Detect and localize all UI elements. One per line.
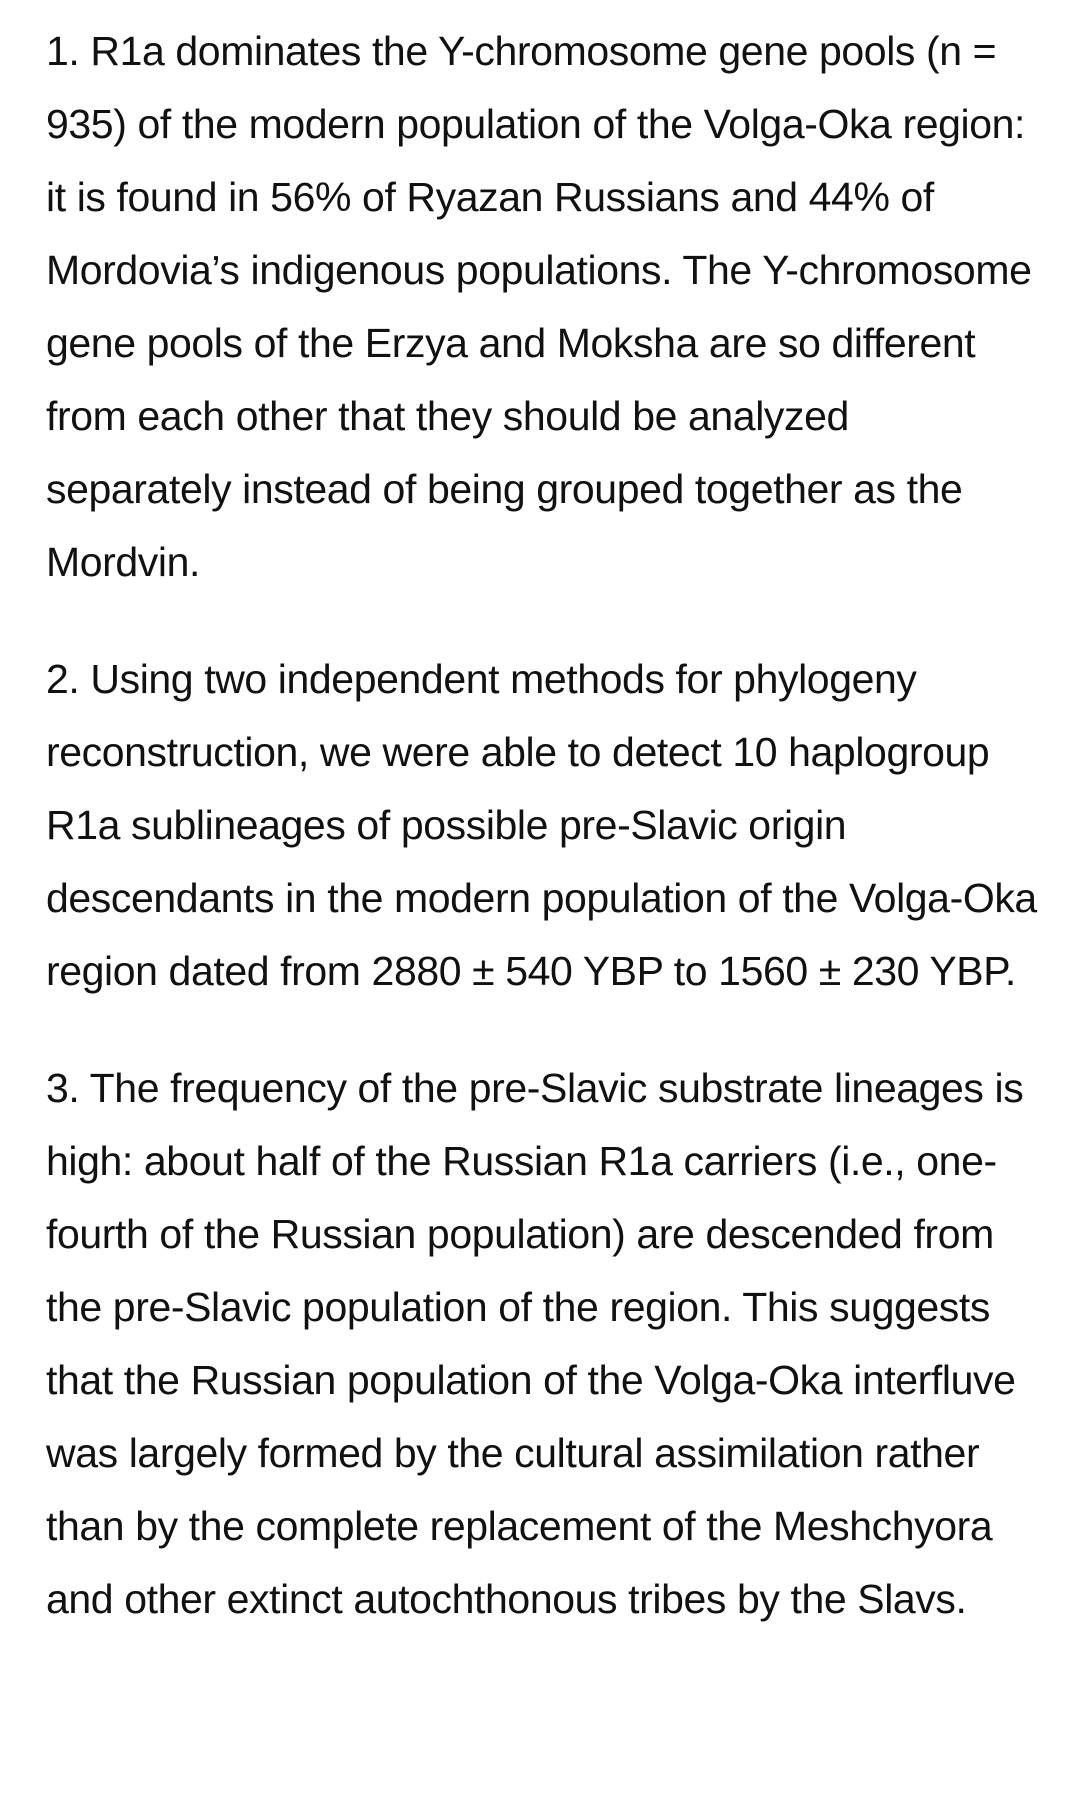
paragraph-3: 3. The frequency of the pre-Slavic substrate lineages is high: about half of the Russian R1a carriers (i.e., one-fourth of the Russian population) are descended from the pre-Slavic population of the region. This suggests that the Russian population of the Volga-Oka interfluve was largely formed by the cultural assimilation rather than by the complete replacement of the Meshchyora and other extinct autochthonous tribes by the Slavs.: [46, 1065, 1024, 1622]
paragraph-2: 2. Using two independent methods for phylogeny reconstruction, we were able to detect 10 haplogroup R1a sublineages of possible pre-Slavic origin descendants in the modern population of the Volga-Oka region dated from 2880 ± 540 YBP to 1560 ± 230 YBP.: [46, 656, 1037, 994]
paragraph-1: 1. R1a dominates the Y-chromosome gene pools (n = 935) of the modern population of the Volga-Oka region: it is found in 56% of Ryazan Russians and 44% of Mordovia’s indigenous populations. The Y-chromosome gene pools of the Erzya and Moksha are so different from each other that they should be analyzed separately instead of being grouped together as the Mordvin.: [46, 28, 1032, 585]
